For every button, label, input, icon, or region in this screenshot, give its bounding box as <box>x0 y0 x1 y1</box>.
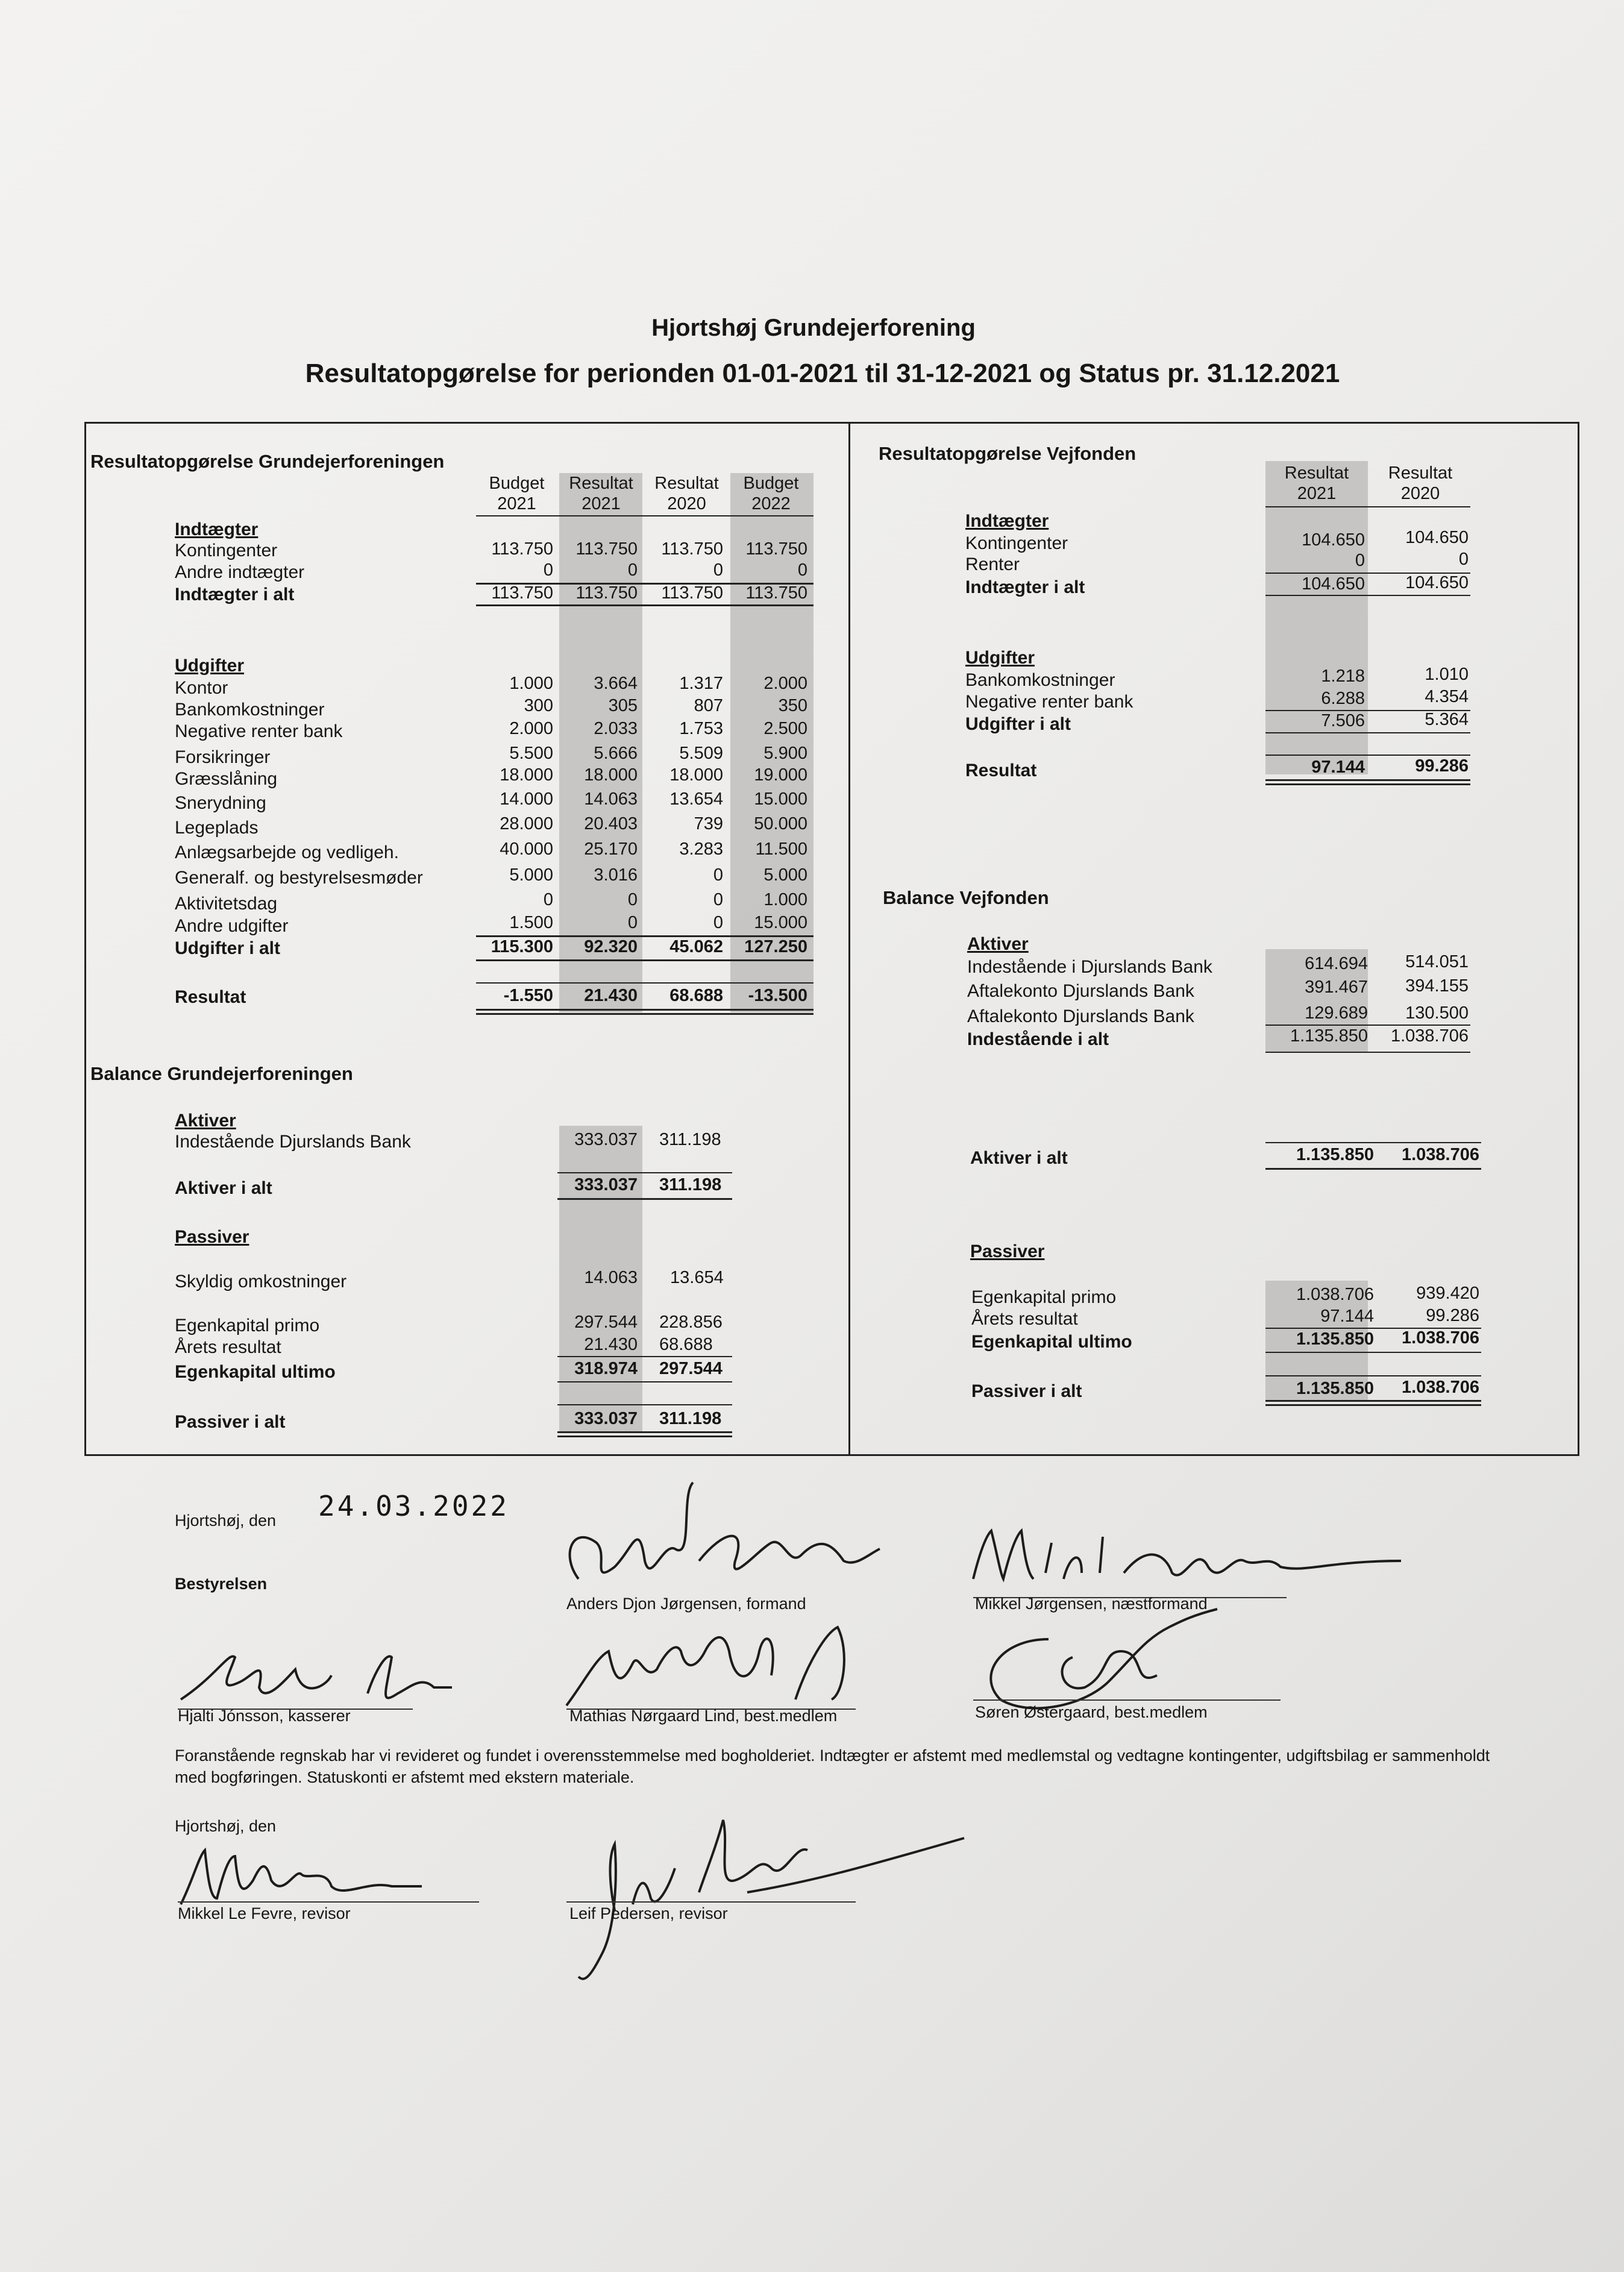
cell: 614.694 <box>1305 954 1368 973</box>
cell: 14.063 <box>584 789 638 809</box>
cell: 333.037 <box>574 1130 638 1149</box>
cell: 3.016 <box>594 865 638 885</box>
total-double-rule <box>1265 1400 1481 1402</box>
cell: 127.250 <box>744 937 807 956</box>
cell: 0 <box>627 913 638 932</box>
cell: 0 <box>713 913 723 932</box>
total-double-rule <box>1265 1404 1481 1406</box>
cell: 1.038.706 <box>1390 1026 1469 1046</box>
row-label: Aktivitetsdag <box>175 894 278 914</box>
signature-hjalti <box>169 1639 458 1712</box>
cell: 739 <box>694 814 723 833</box>
total-rule <box>1265 1168 1481 1170</box>
row-label: Aktiver i alt <box>970 1148 1068 1168</box>
cell: 807 <box>694 696 723 715</box>
cell: 228.856 <box>659 1313 723 1332</box>
cell: 2.000 <box>509 719 553 738</box>
signer-hjalti: Hjalti Jónsson, kasserer <box>178 1707 351 1725</box>
total-rule <box>557 1381 732 1382</box>
cell: 18.000 <box>669 765 723 785</box>
cell: 1.317 <box>679 674 723 693</box>
signer-mathias: Mathias Nørgaard Lind, best.medlem <box>569 1707 838 1725</box>
cell: 104.650 <box>1405 528 1469 547</box>
row-label: Skyldig omkostninger <box>175 1272 347 1291</box>
result-double-rule <box>476 1013 814 1015</box>
cell: 113.750 <box>491 539 553 559</box>
col-header-budget-2021: Budget 2021 <box>489 474 545 513</box>
place-date-label: Hjortshøj, den <box>175 1511 277 1530</box>
cell: 1.753 <box>679 719 723 738</box>
row-label: Andre indtægter <box>175 562 305 582</box>
cell: 1.038.706 <box>1401 1145 1479 1164</box>
cell: 113.750 <box>575 539 638 559</box>
cell: -1.550 <box>503 986 553 1005</box>
liabilities-heading: Passiver <box>175 1227 249 1247</box>
row-label: Resultat <box>175 987 246 1007</box>
cell: 21.430 <box>584 986 638 1005</box>
signature-mathias <box>560 1615 874 1718</box>
row-label: Negative renter bank <box>965 692 1133 712</box>
cell: 0 <box>713 560 723 580</box>
document-title: Hjortshøj Grundejerforening <box>651 315 976 341</box>
right-balance-heading: Balance Vejfonden <box>883 887 1049 908</box>
assets-heading: Aktiver <box>175 1111 236 1131</box>
income-heading: Indtægter <box>965 511 1049 531</box>
cell: -13.500 <box>748 986 807 1005</box>
cell: 300 <box>524 696 553 715</box>
cell: 5.000 <box>509 865 553 885</box>
total-double-rule <box>557 1431 732 1433</box>
row-label: Årets resultat <box>175 1337 281 1357</box>
cell: 113.750 <box>491 583 553 603</box>
cell: 394.155 <box>1405 976 1469 996</box>
result-double-rule <box>1265 779 1470 781</box>
col-header-resultat-2021: Resultat 2021 <box>569 474 633 513</box>
expense-heading: Udgifter <box>965 648 1035 668</box>
total-rule <box>1265 595 1470 596</box>
cell: 18.000 <box>584 765 638 785</box>
cell: 0 <box>713 890 723 909</box>
cell: 311.198 <box>659 1409 722 1428</box>
row-label: Indtægter i alt <box>175 585 295 604</box>
cell: 97.144 <box>1320 1307 1374 1326</box>
cell: 113.750 <box>575 583 638 603</box>
cell: 391.467 <box>1305 978 1368 997</box>
audit-statement: Foranstående regnskab har vi revideret og fundet i overensstemmelse med bogholderiet. Indtægter er afstemt med medlemstal og vedtagne kontingenter, udgiftsbilag er sammenholdt med bogføringen. Statuskonti er afstemt med ekstern materiale. <box>175 1746 1490 1786</box>
column-divider <box>848 422 850 1454</box>
expense-heading: Udgifter <box>175 656 244 676</box>
row-label: Egenkapital ultimo <box>971 1332 1132 1352</box>
cell: 99.286 <box>1415 756 1469 776</box>
cell: 1.010 <box>1425 665 1469 684</box>
cell: 297.544 <box>659 1359 723 1378</box>
cell: 13.654 <box>670 1268 724 1287</box>
cell: 5.900 <box>763 744 807 763</box>
liabilities-heading: Passiver <box>970 1241 1045 1261</box>
signature-line <box>566 1901 856 1903</box>
cell: 68.688 <box>669 986 723 1005</box>
cell: 6.288 <box>1321 689 1365 708</box>
signer-soren: Søren Østergaard, best.medlem <box>975 1703 1208 1721</box>
cell: 20.403 <box>584 814 638 833</box>
subtotal-rule <box>557 1172 732 1173</box>
cell: 40.000 <box>500 839 553 859</box>
signature-line <box>973 1699 1281 1701</box>
total-rule <box>476 604 814 606</box>
cell: 14.000 <box>500 789 553 809</box>
row-label: Aftalekonto Djurslands Bank <box>967 1006 1194 1026</box>
cell: 92.320 <box>584 937 638 956</box>
cell: 333.037 <box>574 1409 638 1428</box>
cell: 50.000 <box>754 814 807 833</box>
cell: 1.038.706 <box>1401 1328 1479 1348</box>
row-label: Bankomkostninger <box>175 700 325 720</box>
cell: 3.283 <box>679 839 723 859</box>
header-rule <box>1265 506 1470 507</box>
cell: 14.063 <box>584 1268 638 1287</box>
cell: 28.000 <box>500 814 553 833</box>
cell: 130.500 <box>1405 1003 1469 1023</box>
cell: 15.000 <box>754 789 807 809</box>
col-header-resultat-2020: Resultat 2020 <box>654 474 719 513</box>
subtotal-rule <box>557 1404 732 1405</box>
row-label: Resultat <box>965 761 1037 780</box>
handwritten-date: 24.03.2022 <box>318 1490 509 1522</box>
cell: 5.509 <box>679 744 723 763</box>
auditor-leif: Leif Pedersen, revisor <box>569 1904 728 1922</box>
row-label: Andre udgifter <box>175 916 289 936</box>
cell: 1.135.850 <box>1296 1379 1374 1398</box>
cell: 13.654 <box>669 789 723 809</box>
cell: 5.364 <box>1425 710 1469 729</box>
row-label: Egenkapital primo <box>971 1287 1117 1307</box>
row-label: Negative renter bank <box>175 721 343 741</box>
total-rule <box>476 959 814 961</box>
col-header-resultat-2020: Resultat 2020 <box>1388 463 1453 503</box>
result-rule <box>476 982 814 984</box>
row-label: Generalf. og bestyrelsesmøder <box>175 868 423 888</box>
cell: 1.500 <box>509 913 553 932</box>
row-label: Renter <box>965 554 1020 574</box>
row-label: Indestående i Djurslands Bank <box>967 957 1212 977</box>
cell: 0 <box>1458 550 1469 569</box>
row-label: Græsslåning <box>175 769 278 789</box>
cell: 0 <box>543 890 553 909</box>
signature-leif <box>566 1808 976 1989</box>
cell: 7.506 <box>1321 711 1365 730</box>
cell: 11.500 <box>755 839 807 859</box>
cell: 1.135.850 <box>1296 1145 1374 1164</box>
cell: 1.000 <box>763 890 807 909</box>
row-label: Passiver i alt <box>971 1381 1082 1401</box>
document-subtitle: Resultatopgørelse for perionden 01-01-2021 til 31-12-2021 og Status pr. 31.12.2021 <box>305 359 1340 388</box>
cell: 0 <box>543 560 553 580</box>
cell: 104.650 <box>1405 573 1469 592</box>
cell: 97.144 <box>1311 758 1365 777</box>
cell: 25.170 <box>584 839 638 859</box>
row-label: Egenkapital primo <box>175 1316 320 1335</box>
signature-line <box>178 1901 479 1903</box>
total-double-rule <box>557 1436 732 1437</box>
left-balance-heading: Balance Grundejerforeningen <box>90 1063 353 1084</box>
cell: 311.198 <box>659 1130 721 1149</box>
row-label: Forsikringer <box>175 747 271 767</box>
cell: 129.689 <box>1305 1003 1368 1023</box>
cell: 1.038.706 <box>1296 1285 1374 1304</box>
row-label: Årets resultat <box>971 1309 1078 1329</box>
col-header-budget-2022: Budget 2022 <box>743 474 799 513</box>
cell: 1.038.706 <box>1401 1378 1479 1397</box>
row-label: Indestående i alt <box>967 1029 1109 1049</box>
row-label: Anlægsarbejde og vedligeh. <box>175 843 399 862</box>
cell: 104.650 <box>1302 530 1365 550</box>
cell: 5.000 <box>763 865 807 885</box>
cell: 0 <box>1355 551 1365 570</box>
right-heading: Resultatopgørelse Vejfonden <box>879 443 1136 464</box>
row-label: Kontor <box>175 678 228 698</box>
cell: 297.544 <box>574 1313 638 1332</box>
cell: 21.430 <box>584 1335 638 1354</box>
cell: 350 <box>778 696 807 715</box>
cell: 5.666 <box>594 744 638 763</box>
row-label: Bankomkostninger <box>965 670 1115 690</box>
cell: 113.750 <box>745 583 807 603</box>
income-heading: Indtægter <box>175 519 259 539</box>
cell: 19.000 <box>754 765 807 785</box>
row-label: Kontingenter <box>965 533 1068 553</box>
cell: 318.974 <box>574 1359 638 1378</box>
row-label: Aftalekonto Djurslands Bank <box>967 981 1194 1001</box>
cell: 1.218 <box>1321 667 1365 686</box>
row-label: Egenkapital ultimo <box>175 1362 336 1382</box>
cell: 939.420 <box>1416 1284 1479 1303</box>
subtotal-rule <box>1265 1025 1470 1026</box>
cell: 99.286 <box>1426 1306 1479 1325</box>
cell: 0 <box>713 865 723 885</box>
cell: 1.135.850 <box>1290 1026 1368 1046</box>
result-double-rule <box>1265 783 1470 785</box>
place-date-label-2: Hjortshøj, den <box>175 1817 277 1835</box>
row-label: Legeplads <box>175 818 259 838</box>
cell: 311.198 <box>659 1175 722 1194</box>
total-rule <box>1265 1052 1470 1053</box>
subtotal-rule <box>1265 1375 1481 1376</box>
cell: 115.300 <box>491 937 553 956</box>
result-rule <box>1265 755 1470 756</box>
cell: 113.750 <box>661 539 723 559</box>
row-label: Indtægter i alt <box>965 577 1085 597</box>
row-label: Aktiver i alt <box>175 1178 272 1198</box>
cell: 514.051 <box>1405 952 1469 971</box>
left-heading: Resultatopgørelse Grundejerforeningen <box>90 451 445 472</box>
total-rule <box>1265 1352 1481 1353</box>
row-label: Udgifter i alt <box>175 938 281 958</box>
cell: 104.650 <box>1302 574 1365 594</box>
cell: 2.000 <box>763 674 807 693</box>
cell: 1.135.850 <box>1296 1329 1374 1349</box>
cell: 5.500 <box>509 744 553 763</box>
cell: 333.037 <box>574 1175 638 1194</box>
col-header-resultat-2021: Resultat 2021 <box>1284 463 1349 503</box>
cell: 15.000 <box>754 913 807 932</box>
cell: 305 <box>608 696 638 715</box>
row-label: Indestående Djurslands Bank <box>175 1132 411 1152</box>
row-label: Snerydning <box>175 793 266 813</box>
signer-mikkel-j: Mikkel Jørgensen, næstformand <box>975 1595 1208 1613</box>
cell: 2.033 <box>594 719 638 738</box>
cell: 0 <box>627 560 638 580</box>
cell: 45.062 <box>669 937 723 956</box>
row-label: Udgifter i alt <box>965 714 1071 734</box>
row-label: Passiver i alt <box>175 1412 286 1432</box>
cell: 68.688 <box>659 1335 713 1354</box>
board-label: Bestyrelsen <box>175 1575 268 1593</box>
subtotal-rule <box>557 1356 732 1357</box>
assets-heading: Aktiver <box>967 934 1029 954</box>
cell: 1.000 <box>509 674 553 693</box>
total-rule <box>557 1198 732 1200</box>
cell: 113.750 <box>745 539 807 559</box>
cell: 113.750 <box>661 583 723 603</box>
cell: 3.664 <box>594 674 638 693</box>
header-rule <box>476 515 814 516</box>
subtotal-rule <box>1265 1142 1481 1143</box>
result-double-rule <box>476 1009 814 1011</box>
cell: 18.000 <box>500 765 553 785</box>
row-label: Kontingenter <box>175 541 278 560</box>
cell: 4.354 <box>1425 687 1469 706</box>
cell: 0 <box>627 890 638 909</box>
cell: 2.500 <box>763 719 807 738</box>
total-rule <box>1265 732 1470 733</box>
auditor-mikkel-lf: Mikkel Le Fevre, revisor <box>178 1904 351 1922</box>
signature-mikkel-lf <box>175 1832 428 1910</box>
cell: 0 <box>797 560 807 580</box>
signer-anders: Anders Djon Jørgensen, formand <box>566 1595 806 1613</box>
